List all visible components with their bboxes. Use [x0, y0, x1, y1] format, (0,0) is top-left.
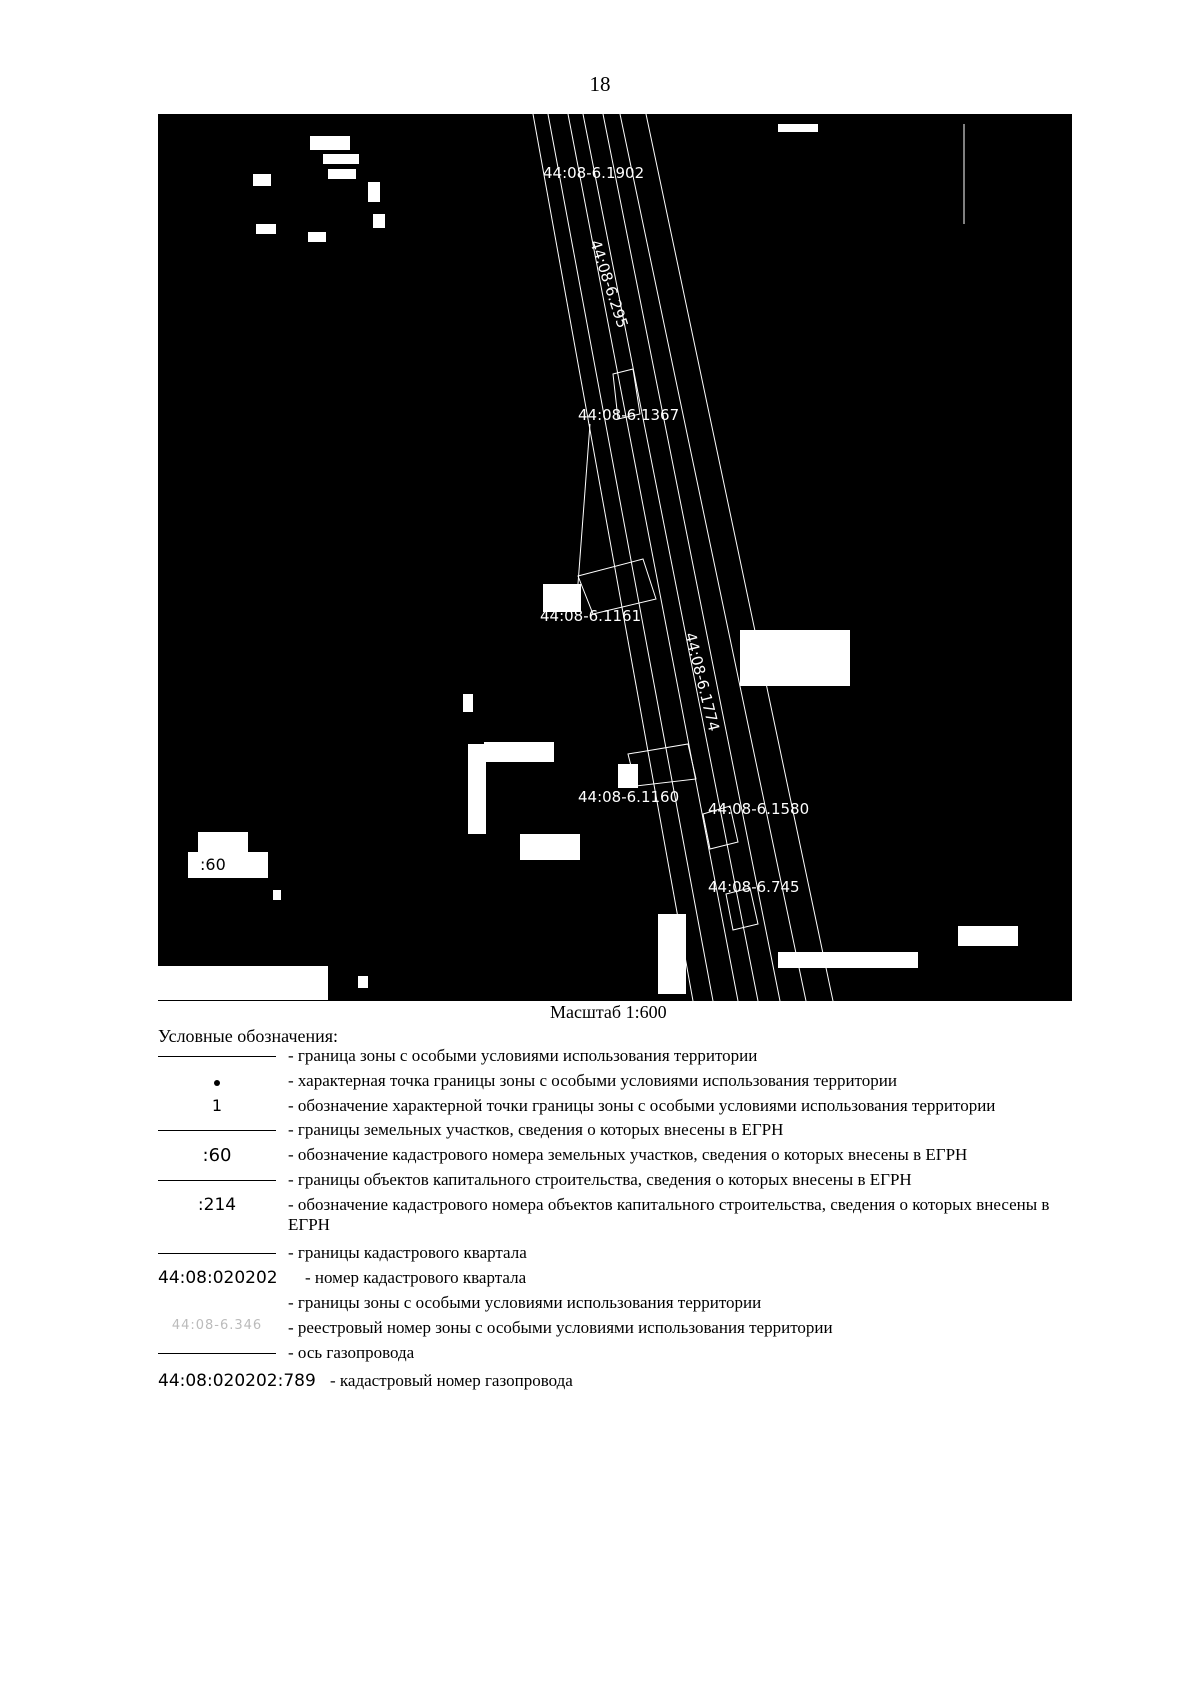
legend-row-point-label — [0, 1096, 1200, 1120]
solid-line-symbol — [158, 1180, 276, 1181]
legend-row-registry-number — [0, 1318, 1200, 1342]
label-60: :60 — [200, 855, 226, 874]
legend-desc: - ось газопровода — [288, 1343, 415, 1362]
legend-row-land-plots — [0, 1120, 1200, 1144]
dot-symbol — [158, 1071, 276, 1095]
solid-line-symbol — [158, 1056, 276, 1057]
solid-line-symbol — [158, 1253, 276, 1254]
label-1160: 44:08-6.1160 — [578, 788, 680, 806]
label-1902: 44:08-6.1902 — [543, 164, 645, 182]
legend-desc: - границы земельных участков, сведения о которых внесены в ЕГРН — [288, 1120, 784, 1139]
solid-line-symbol — [158, 1130, 276, 1131]
cadastral-labels — [200, 164, 809, 896]
label-295: 44:08-6.295 — [586, 237, 632, 331]
legend-row-quarter-boundary — [0, 1243, 1200, 1267]
legend-desc: - обозначение кадастрового номера объектов капитального строительства, сведения о которых внесены в ЕГРН — [288, 1195, 1050, 1234]
legend-desc: - характерная точка границы зоны с особыми условиями использования территории — [288, 1071, 897, 1090]
building-shapes — [158, 124, 1018, 1000]
legend-desc: - граница зоны с особыми условиями использования территории — [288, 1046, 758, 1065]
label-1367: 44:08-6.1367 — [578, 406, 680, 424]
legend-desc: - границы кадастрового квартала — [288, 1243, 527, 1262]
label-1774: 44:08-6.1774 — [681, 630, 724, 734]
legend-row-gas-axis — [0, 1343, 1200, 1367]
building-number-symbol: :214 — [197, 1195, 237, 1215]
label-1580: 44:08-6.1580 — [708, 800, 810, 818]
legend-desc: - кадастровый номер газопровода — [330, 1371, 573, 1390]
legend-row-characteristic-point — [0, 1071, 1200, 1095]
solid-line-symbol — [158, 1353, 276, 1354]
registry-number-symbol: 44:08-6.346 — [171, 1318, 263, 1333]
legend-desc: - реестровый номер зоны с особыми условиями использования территории — [288, 1318, 833, 1337]
label-745: 44:08-6.745 — [708, 878, 800, 896]
legend-row-land-plot-number — [0, 1145, 1200, 1169]
gas-number-symbol: 44:08:020202:789 — [158, 1371, 316, 1391]
legend-row-gas-number — [0, 1371, 1200, 1395]
legend-desc: - границы зоны с особыми условиями использования территории — [288, 1293, 762, 1312]
legend-desc: - номер кадастрового квартала — [305, 1268, 527, 1287]
label-1161: 44:08-6.1161 — [540, 607, 642, 625]
quarter-number-symbol: 44:08:020202 — [158, 1268, 278, 1288]
legend-desc: - обозначение кадастрового номера земельных участков, сведения о которых внесены в ЕГРН — [288, 1145, 968, 1164]
map-scale: Масштаб 1:600 — [550, 1002, 667, 1022]
legend-row-buildings — [0, 1170, 1200, 1194]
legend-row-zone-boundary — [0, 1046, 1200, 1070]
legend-desc: - границы объектов капитального строительства, сведения о которых внесены в ЕГРН — [288, 1170, 912, 1189]
legend-desc: - обозначение характерной точки границы зоны с особыми условиями использования территории — [288, 1096, 996, 1115]
legend-title: Условные обозначения: — [158, 1026, 339, 1046]
legend-row-zone-boundary-2 — [0, 1293, 1200, 1317]
point-number-symbol: 1 — [211, 1096, 223, 1115]
map-overlay — [158, 114, 1072, 1001]
page-number: 18 — [589, 72, 611, 96]
legend-row-building-number — [0, 1195, 1200, 1239]
aerial-map[interactable] — [158, 114, 1072, 1001]
plot-number-symbol: :60 — [202, 1145, 232, 1166]
legend-row-quarter-number — [0, 1268, 1200, 1292]
